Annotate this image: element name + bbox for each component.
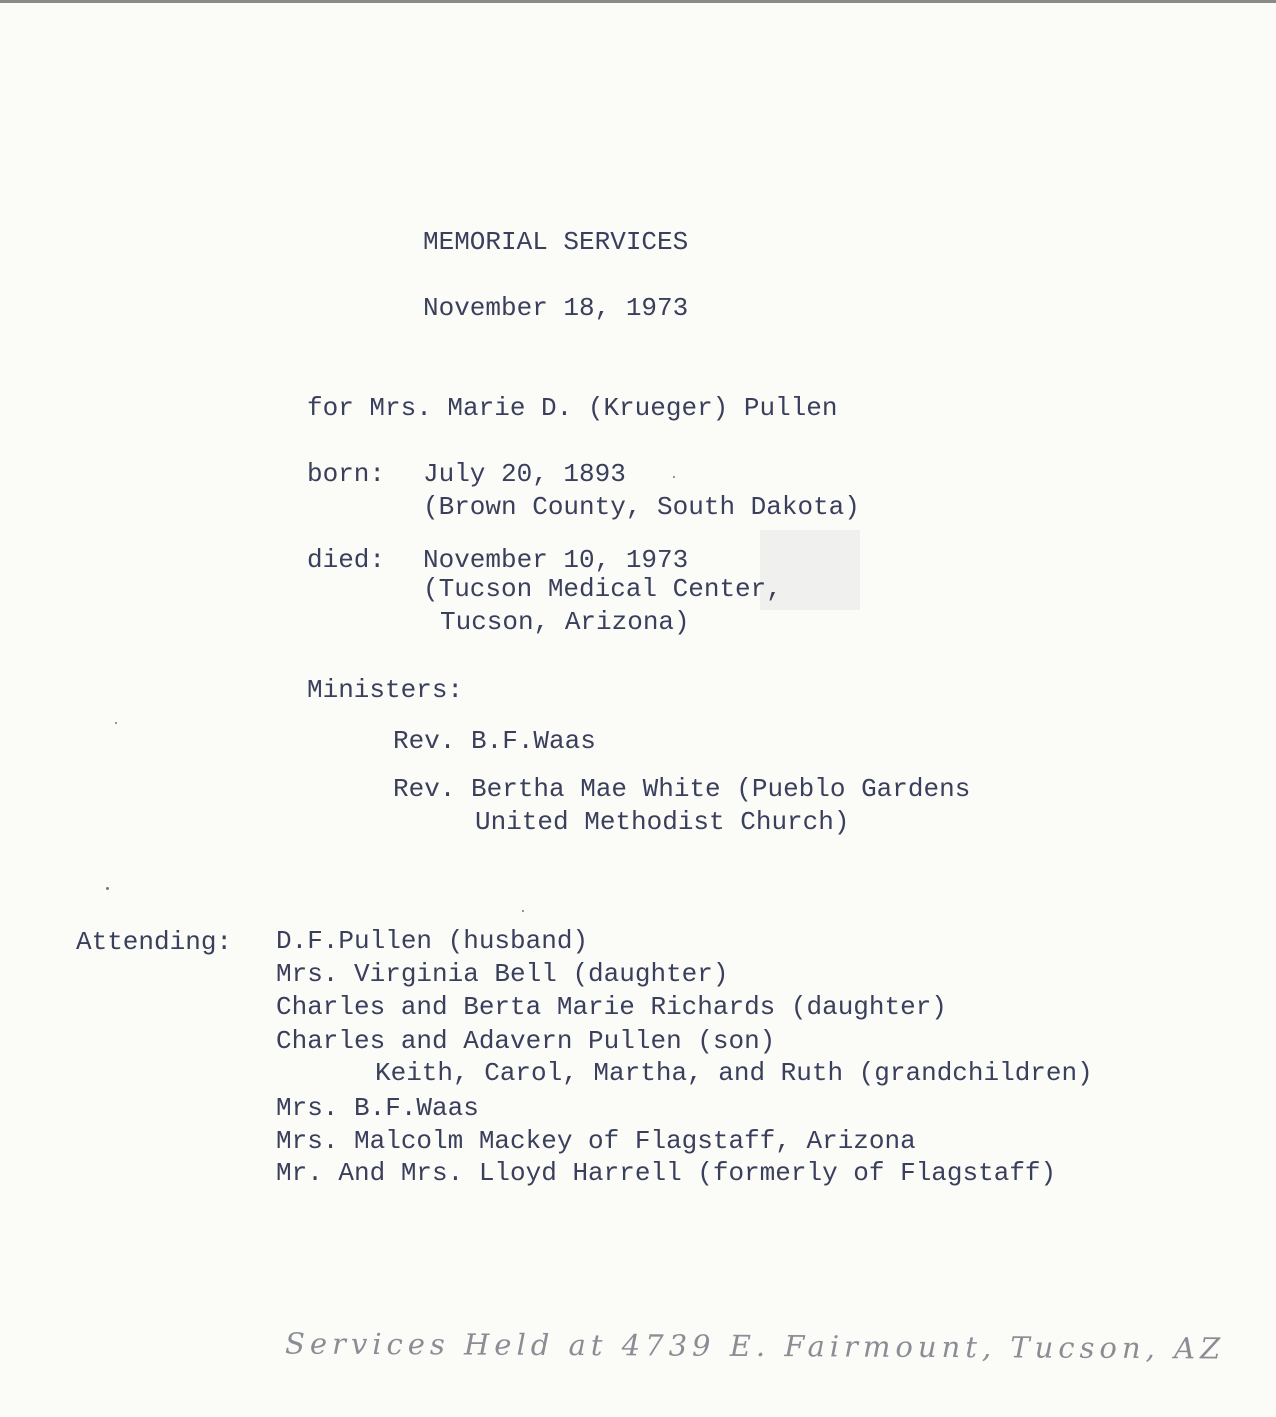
attendee-item: D.F.Pullen (husband) [276, 926, 589, 956]
deceased-name: for Mrs. Marie D. (Krueger) Pullen [307, 393, 838, 423]
minister-item-continuation: United Methodist Church) [475, 807, 850, 837]
paper-speck [673, 476, 675, 478]
attendee-item: Charles and Adavern Pullen (son) [276, 1026, 776, 1056]
paper-speck [115, 722, 117, 724]
died-label: died: [307, 545, 386, 575]
born-label: born: [307, 459, 386, 489]
attending-label: Attending: [76, 927, 233, 957]
born-date: July 20, 1893 [423, 459, 626, 489]
attendee-item: Charles and Berta Marie Richards (daughter) [276, 992, 947, 1022]
minister-item: Rev. Bertha Mae White (Pueblo Gardens [393, 774, 971, 804]
attendee-item-grandchildren: Keith, Carol, Martha, and Ruth (grandchildren) [375, 1058, 1093, 1088]
handwritten-service-location: Services Held at 4739 E. Fairmount, Tucson, AZ [284, 1326, 1226, 1366]
died-date: November 10, 1973 [423, 545, 689, 575]
attendee-item: Mr. And Mrs. Lloyd Harrell (formerly of Flagstaff) [276, 1158, 1057, 1188]
died-place-line1: (Tucson Medical Center, [423, 574, 782, 604]
born-place: (Brown County, South Dakota) [423, 492, 860, 522]
paper-speck [106, 887, 109, 890]
attendee-item: Mrs. Malcolm Mackey of Flagstaff, Arizona [276, 1126, 916, 1156]
minister-item: Rev. B.F.Waas [393, 726, 596, 756]
ministers-label: Ministers: [307, 675, 464, 705]
service-date: November 18, 1973 [423, 293, 689, 323]
document-title: MEMORIAL SERVICES [423, 227, 689, 257]
died-place-line2: Tucson, Arizona) [440, 607, 690, 637]
attendee-item: Mrs. Virginia Bell (daughter) [276, 959, 729, 989]
page-top-edge [0, 0, 1276, 3]
paper-speck [522, 910, 524, 912]
attendee-item: Mrs. B.F.Waas [276, 1093, 479, 1123]
